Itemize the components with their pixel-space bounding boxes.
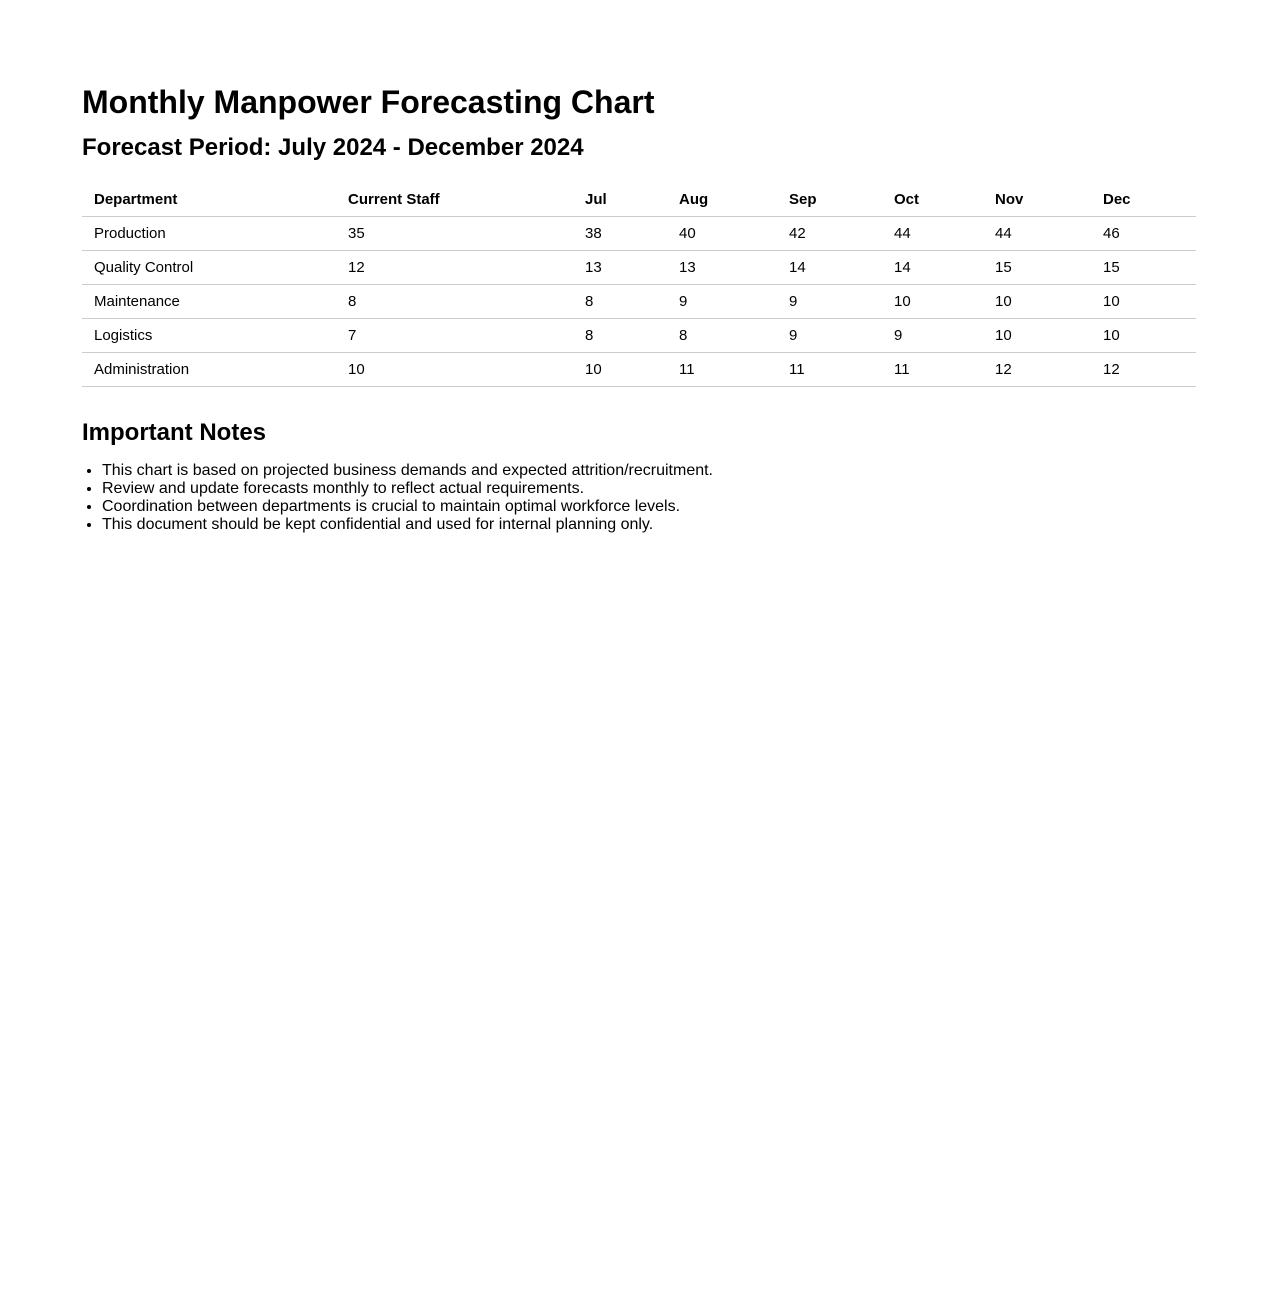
table-cell: 15 (983, 251, 1091, 285)
list-item: • Review and update forecasts monthly to reflect actual requirements. (102, 480, 1196, 498)
table-cell: 35 (336, 217, 573, 251)
table-cell: 10 (983, 319, 1091, 353)
table-cell: 14 (777, 251, 882, 285)
table-cell: 15 (1091, 251, 1196, 285)
table-cell: 12 (983, 353, 1091, 387)
table-row (82, 285, 1196, 319)
table-cell-department: Maintenance (82, 285, 336, 319)
table-cell: 8 (573, 285, 667, 319)
table-cell: 13 (573, 251, 667, 285)
column-header-aug: Aug (667, 183, 777, 217)
table-cell: 10 (336, 353, 573, 387)
table-cell-department: Quality Control (82, 251, 336, 285)
table-cell: 42 (777, 217, 882, 251)
table-cell: 46 (1091, 217, 1196, 251)
table-cell: 11 (667, 353, 777, 387)
table-cell: 8 (336, 285, 573, 319)
table-cell: 44 (983, 217, 1091, 251)
table-row (82, 353, 1196, 387)
table-header-row (82, 183, 1196, 217)
column-header-sep: Sep (777, 183, 882, 217)
list-item: • This chart is based on projected business demands and expected attrition/recruitment. (102, 462, 1196, 480)
table-cell: 14 (882, 251, 983, 285)
table-cell: 10 (882, 285, 983, 319)
table-cell-department: Administration (82, 353, 336, 387)
document-page (0, 0, 1278, 534)
table-cell: 11 (777, 353, 882, 387)
table-cell: 9 (777, 319, 882, 353)
table-cell: 10 (983, 285, 1091, 319)
list-item: • This document should be kept confidential and used for internal planning only. (102, 516, 1196, 534)
table-cell-department: Production (82, 217, 336, 251)
table-cell-department: Logistics (82, 319, 336, 353)
forecast-table (82, 183, 1196, 387)
notes-list (82, 462, 1196, 534)
table-cell: 44 (882, 217, 983, 251)
table-cell: 9 (882, 319, 983, 353)
table-cell: 12 (1091, 353, 1196, 387)
table-cell: 40 (667, 217, 777, 251)
table-cell: 8 (573, 319, 667, 353)
table-cell: 13 (667, 251, 777, 285)
column-header-current-staff: Current Staff (336, 183, 573, 217)
list-item: • Coordination between departments is crucial to maintain optimal workforce levels. (102, 498, 1196, 516)
column-header-department: Department (82, 183, 336, 217)
table-cell: 12 (336, 251, 573, 285)
table-cell: 9 (777, 285, 882, 319)
table-row (82, 319, 1196, 353)
column-header-oct: Oct (882, 183, 983, 217)
table-row (82, 251, 1196, 285)
page-title: Monthly Manpower Forecasting Chart (82, 84, 655, 120)
table-cell: 9 (667, 285, 777, 319)
column-header-nov: Nov (983, 183, 1091, 217)
table-cell: 38 (573, 217, 667, 251)
table-cell: 7 (336, 319, 573, 353)
column-header-dec: Dec (1091, 183, 1196, 217)
table-cell: 8 (667, 319, 777, 353)
table-cell: 10 (1091, 319, 1196, 353)
table-cell: 10 (573, 353, 667, 387)
table-cell: 11 (882, 353, 983, 387)
notes-heading: Important Notes (82, 419, 267, 446)
forecast-period-heading: Forecast Period: July 2024 - December 2024 (82, 134, 584, 161)
column-header-jul: Jul (573, 183, 667, 217)
table-row (82, 217, 1196, 251)
table-cell: 10 (1091, 285, 1196, 319)
